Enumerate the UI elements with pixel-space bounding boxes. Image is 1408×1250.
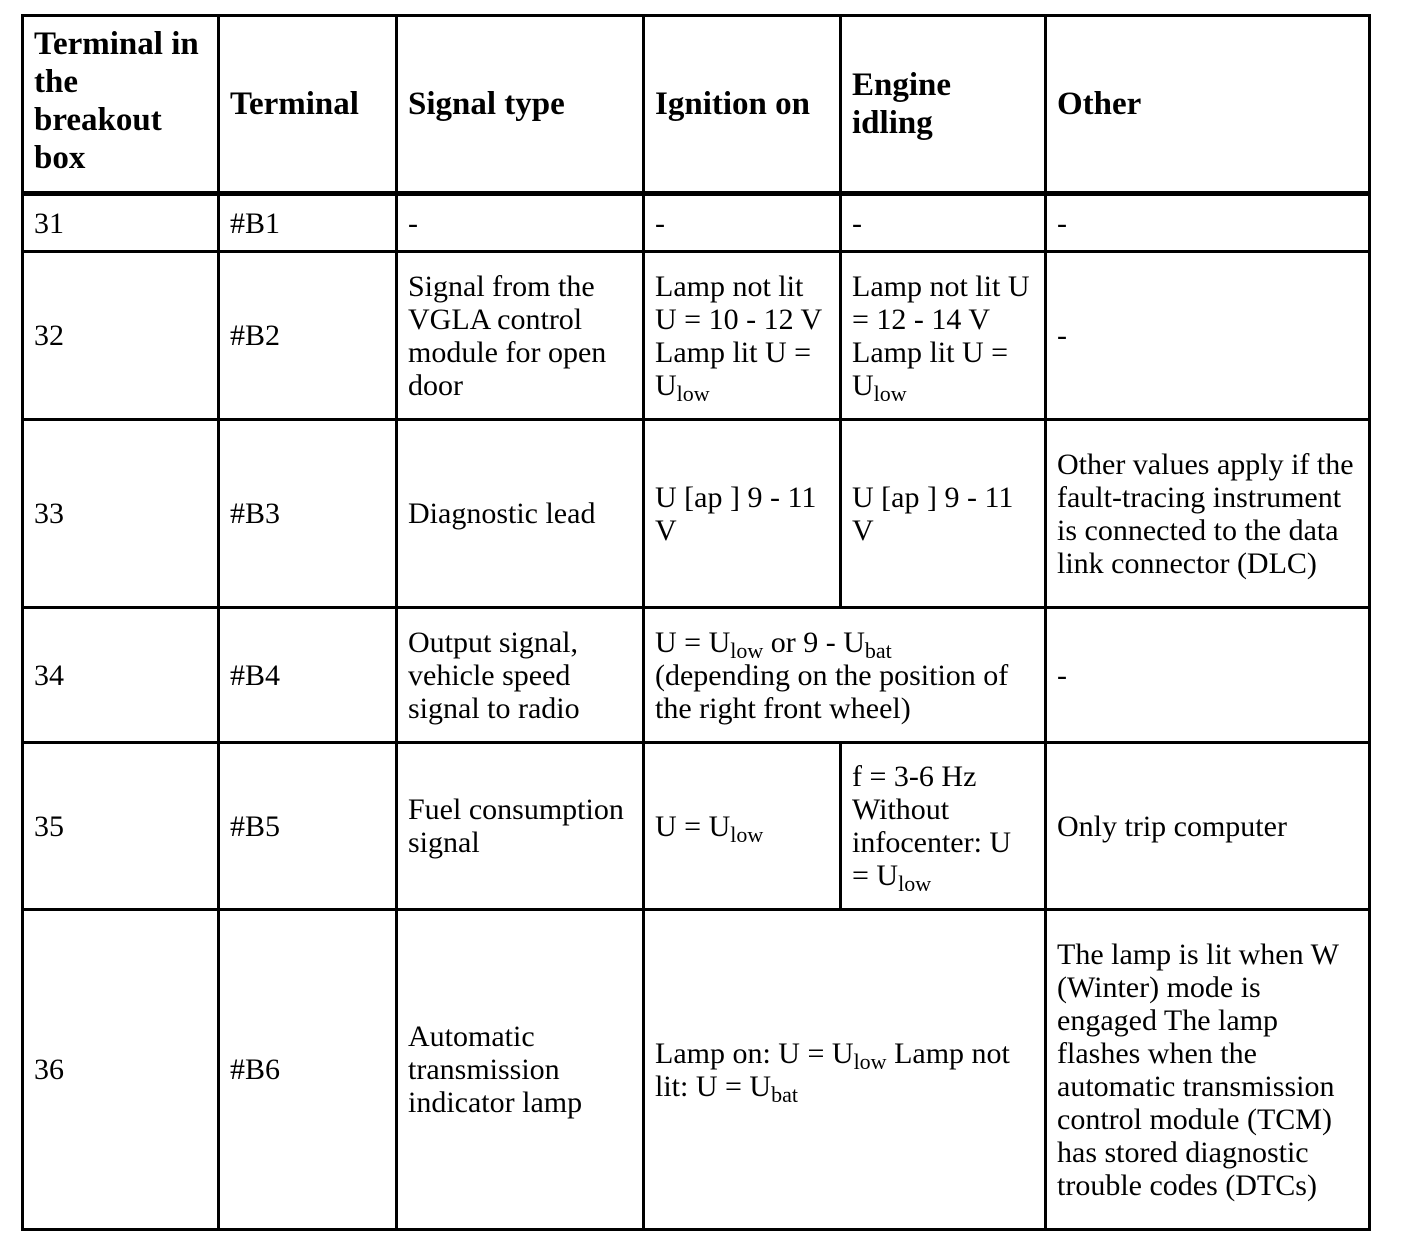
table-row xyxy=(23,194,1370,252)
merged-text-a: U = U xyxy=(655,625,731,659)
header-ignition-on: Ignition on xyxy=(644,16,841,194)
idling-text: f = 3-6 Hz Without infocenter: U = U xyxy=(852,760,1012,892)
cell-other: - xyxy=(1046,608,1370,743)
cell-signal: Fuel consumption signal xyxy=(397,743,644,910)
header-breakout-box: Terminal in the breakout box xyxy=(23,16,219,194)
ignition-subscript: low xyxy=(730,821,764,847)
cell-signal: Diagnostic lead xyxy=(397,420,644,608)
idling-text: Lamp not lit U = 12 - 14 V Lamp lit U = U xyxy=(852,269,1030,402)
cell-other: Other values apply if the fault-tracing instrument is connected to the data link connector (DLC) xyxy=(1046,420,1370,608)
header-other: Other xyxy=(1046,16,1370,194)
idling-subscript: low xyxy=(898,871,932,896)
table-row xyxy=(23,252,1370,420)
cell-ignition-idling-merged xyxy=(644,608,1046,743)
merged-text-b: Lamp not lit: U = U xyxy=(655,1036,1010,1103)
cell-ignition xyxy=(644,252,841,420)
cell-box: 35 xyxy=(23,743,219,910)
ignition-text: U = U xyxy=(655,809,731,843)
cell-terminal: #B5 xyxy=(219,743,397,910)
table-row xyxy=(23,420,1370,608)
cell-other: The lamp is lit when W (Winter) mode is engaged The lamp flashes when the automatic transmission control module (TCM) has stored diagnostic trouble codes (DTCs) xyxy=(1046,910,1370,1230)
cell-other: - xyxy=(1046,194,1370,252)
cell-idling xyxy=(841,252,1046,420)
cell-other: Only trip computer xyxy=(1046,743,1370,910)
cell-signal: Output signal, vehicle speed signal to radio xyxy=(397,608,644,743)
terminal-table xyxy=(21,14,1371,1231)
header-engine-idling: Engine idling xyxy=(841,16,1046,194)
cell-ignition xyxy=(644,743,841,910)
cell-box: 36 xyxy=(23,910,219,1230)
cell-terminal: #B1 xyxy=(219,194,397,252)
cell-ignition-idling-merged xyxy=(644,910,1046,1230)
cell-signal: Signal from the VGLA control module for open door xyxy=(397,252,644,420)
cell-ignition: - xyxy=(644,194,841,252)
header-terminal: Terminal xyxy=(219,16,397,194)
merged-subscript-1: low xyxy=(853,1048,887,1074)
table-row xyxy=(23,608,1370,743)
cell-idling: U [ap ] 9 - 11 V xyxy=(841,420,1046,608)
ignition-subscript: low xyxy=(676,380,710,406)
merged-subscript-2: bat xyxy=(864,637,892,663)
idling-subscript: low xyxy=(873,380,907,406)
cell-other: - xyxy=(1046,252,1370,420)
cell-terminal: #B2 xyxy=(219,252,397,420)
cell-signal: Automatic transmission indicator lamp xyxy=(397,910,644,1230)
cell-box: 34 xyxy=(23,608,219,743)
merged-subscript-2: bat xyxy=(771,1081,798,1107)
cell-box: 33 xyxy=(23,420,219,608)
cell-terminal: #B3 xyxy=(219,420,397,608)
merged-text-c: (depending on the position of the right front wheel) xyxy=(655,658,1009,725)
cell-terminal: #B6 xyxy=(219,910,397,1230)
table-row xyxy=(23,743,1370,910)
header-row xyxy=(23,16,1370,194)
merged-subscript-1: low xyxy=(730,637,764,663)
header-signal-type: Signal type xyxy=(397,16,644,194)
ignition-text: Lamp not lit U = 10 - 12 V Lamp lit U = U xyxy=(655,269,822,402)
cell-box: 31 xyxy=(23,194,219,252)
cell-signal: - xyxy=(397,194,644,252)
merged-text-a: Lamp on: U = U xyxy=(655,1036,854,1070)
cell-ignition: U [ap ] 9 - 11 V xyxy=(644,420,841,608)
cell-idling xyxy=(841,743,1046,910)
cell-terminal: #B4 xyxy=(219,608,397,743)
cell-box: 32 xyxy=(23,252,219,420)
merged-text-b: or 9 - U xyxy=(763,625,865,659)
cell-idling: - xyxy=(841,194,1046,252)
table-row xyxy=(23,910,1370,1230)
